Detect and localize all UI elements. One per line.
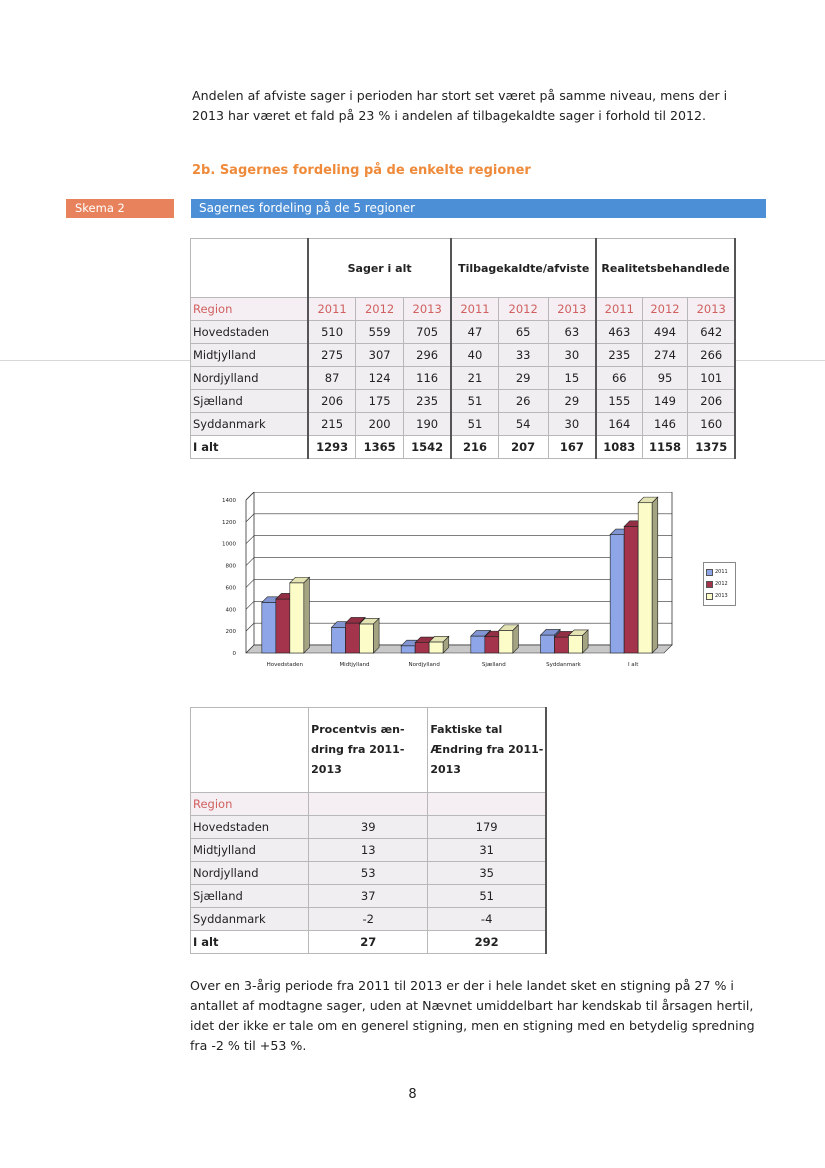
- legend-label: 2013: [715, 593, 728, 599]
- bar: [262, 602, 276, 653]
- table-row: [191, 321, 736, 344]
- header-line: Ændring fra 2011-: [430, 743, 544, 756]
- cell: 37: [309, 885, 428, 908]
- bar-side: [304, 577, 310, 653]
- cell: 463: [596, 321, 642, 344]
- region-name: Sjælland: [191, 390, 308, 413]
- bar: [401, 646, 415, 653]
- change-table: [190, 707, 547, 954]
- region-name: I alt: [191, 931, 309, 954]
- legend-item: [706, 566, 733, 578]
- chart-legend: [703, 562, 736, 606]
- cell: 179: [428, 816, 546, 839]
- legend-swatch: [706, 569, 713, 576]
- cell: 30: [548, 413, 596, 436]
- cell: 1375: [688, 436, 735, 459]
- bar-side: [652, 497, 658, 653]
- bar: [429, 642, 443, 653]
- year-header: 2011: [451, 298, 498, 321]
- y-tick-label: 1000: [222, 541, 236, 548]
- cell: 40: [451, 344, 498, 367]
- cell: 51: [428, 885, 546, 908]
- cell: 51: [451, 390, 498, 413]
- gridline-depth: [246, 536, 254, 544]
- cell: 149: [642, 390, 688, 413]
- y-tick-label: 600: [225, 585, 236, 592]
- cell: 235: [404, 390, 452, 413]
- bar: [346, 623, 360, 653]
- cell: 29: [498, 367, 548, 390]
- bar: [610, 535, 624, 653]
- table-row: [191, 839, 547, 862]
- region-name: Syddanmark: [191, 908, 309, 931]
- cell: 51: [451, 413, 498, 436]
- bar-chart: [218, 492, 738, 672]
- actual-change-header: [428, 708, 546, 793]
- bar: [541, 635, 555, 653]
- cell: 155: [596, 390, 642, 413]
- gridline-depth: [246, 558, 254, 566]
- cell: 216: [451, 436, 498, 459]
- bar: [360, 624, 374, 653]
- x-category-label: I alt: [627, 662, 639, 668]
- table-row: [191, 413, 736, 436]
- cell: 164: [596, 413, 642, 436]
- y-tick-label: 0: [232, 651, 236, 657]
- cell: 27: [309, 931, 428, 954]
- table-row: [191, 908, 547, 931]
- bar: [638, 503, 652, 653]
- cell: 559: [356, 321, 404, 344]
- gridline-depth: [246, 492, 254, 500]
- header-line: Procentvis æn-: [311, 723, 405, 736]
- cell: 296: [404, 344, 452, 367]
- cell: 206: [688, 390, 735, 413]
- x-category-label: Nordjylland: [408, 662, 440, 668]
- cell: 29: [548, 390, 596, 413]
- cell: 215: [308, 413, 356, 436]
- gridline-depth: [246, 579, 254, 587]
- region-name: Hovedstaden: [191, 321, 308, 344]
- cell: 101: [688, 367, 735, 390]
- region-name: Hovedstaden: [191, 816, 309, 839]
- legend-label: 2011: [715, 569, 728, 575]
- cell: 1542: [404, 436, 452, 459]
- y-tick-label: 400: [225, 607, 236, 614]
- cell: 175: [356, 390, 404, 413]
- year-header: 2011: [596, 298, 642, 321]
- cell: 35: [428, 862, 546, 885]
- region-name: Sjælland: [191, 885, 309, 908]
- region-name: Nordjylland: [191, 367, 308, 390]
- corner-cell: [191, 708, 309, 793]
- year-header: 2013: [548, 298, 596, 321]
- schema-title: Sagernes fordeling på de 5 regioner: [191, 199, 766, 218]
- region-name: Syddanmark: [191, 413, 308, 436]
- cell: 39: [309, 816, 428, 839]
- cell: 116: [404, 367, 452, 390]
- cell: 30: [548, 344, 596, 367]
- year-header: 2012: [356, 298, 404, 321]
- gridline-depth: [246, 623, 254, 631]
- y-tick-label: 1400: [222, 498, 236, 504]
- cell: 510: [308, 321, 356, 344]
- conclusion-paragraph: Over en 3-årig periode fra 2011 til 2013 er der i hele landet sket en stigning på 27 % i antallet af modtagne sager, uden at Nævnet umiddelbart har kendskab til årsagen hertil, idet der ikke er tale om en generel stigning, men en stigning med en betydelig spredning fra -2 % til +53 %.: [190, 978, 755, 1053]
- table-row: [191, 885, 547, 908]
- region-header: Region: [191, 298, 308, 321]
- group-header: Tilbagekaldte/afviste: [451, 239, 596, 298]
- legend-item: [706, 578, 733, 590]
- bar: [485, 637, 499, 653]
- chart-back-wall: [254, 492, 672, 645]
- region-name: Midtjylland: [191, 839, 309, 862]
- cell: 307: [356, 344, 404, 367]
- cell: 266: [688, 344, 735, 367]
- cell: 47: [451, 321, 498, 344]
- intro-paragraph: Andelen af afviste sager i perioden har stort set været på samme niveau, mens der i 2013 har været et fald på 23 % i andelen af tilbagekaldte sager i forhold til 2012.: [192, 88, 728, 123]
- page-number: 8: [408, 1087, 417, 1102]
- table-total-row: [191, 436, 736, 459]
- cell: 63: [548, 321, 596, 344]
- header-line: 2013: [430, 763, 461, 776]
- cell: 167: [548, 436, 596, 459]
- cell: 642: [688, 321, 735, 344]
- cell: 1083: [596, 436, 642, 459]
- cell: 54: [498, 413, 548, 436]
- cell: 15: [548, 367, 596, 390]
- section-heading: 2b. Sagernes fordeling på de enkelte regioner: [192, 163, 531, 178]
- cell: 1158: [642, 436, 688, 459]
- table-row: [191, 367, 736, 390]
- year-header: 2013: [688, 298, 735, 321]
- legend-swatch: [706, 593, 713, 600]
- table-total-row: [191, 931, 547, 954]
- cell: 274: [642, 344, 688, 367]
- group-header: Realitetsbehandlede: [596, 239, 735, 298]
- cell: 146: [642, 413, 688, 436]
- region-name: I alt: [191, 436, 308, 459]
- cell: 26: [498, 390, 548, 413]
- year-header: 2012: [498, 298, 548, 321]
- x-category-label: Midtjylland: [339, 662, 370, 668]
- cell: 190: [404, 413, 452, 436]
- cell: -4: [428, 908, 546, 931]
- legend-item: [706, 590, 733, 602]
- cell: 33: [498, 344, 548, 367]
- bar-side: [374, 618, 380, 653]
- cell: 292: [428, 931, 546, 954]
- region-name: Midtjylland: [191, 344, 308, 367]
- table-row: [191, 816, 547, 839]
- bar: [332, 627, 346, 653]
- cell: 1293: [308, 436, 356, 459]
- x-category-label: Hovedstaden: [266, 662, 304, 668]
- cell: 21: [451, 367, 498, 390]
- regions-table: [190, 238, 736, 459]
- cell: 31: [428, 839, 546, 862]
- bar: [569, 636, 583, 653]
- cell: 200: [356, 413, 404, 436]
- year-header: 2012: [642, 298, 688, 321]
- chart-floor: [246, 645, 672, 653]
- empty-cell: [428, 793, 546, 816]
- y-tick-label: 1200: [222, 519, 236, 526]
- cell: 160: [688, 413, 735, 436]
- y-tick-label: 800: [225, 563, 236, 570]
- cell: 207: [498, 436, 548, 459]
- cell: 87: [308, 367, 356, 390]
- header-line: 2013: [311, 763, 342, 776]
- y-tick-label: 200: [225, 629, 236, 636]
- bar: [415, 643, 429, 653]
- corner-cell: [191, 239, 308, 298]
- header-line: dring fra 2011-: [311, 743, 405, 756]
- cell: 95: [642, 367, 688, 390]
- bar: [276, 599, 290, 653]
- table-row: [191, 862, 547, 885]
- cell: 235: [596, 344, 642, 367]
- cell: 206: [308, 390, 356, 413]
- bar: [471, 636, 485, 653]
- bar: [499, 630, 513, 653]
- cell: 275: [308, 344, 356, 367]
- table-row: [191, 390, 736, 413]
- group-header: Sager i alt: [308, 239, 451, 298]
- region-header: Region: [191, 793, 309, 816]
- x-category-label: Syddanmark: [546, 662, 581, 668]
- legend-label: 2012: [715, 581, 728, 587]
- legend-swatch: [706, 581, 713, 588]
- cell: 124: [356, 367, 404, 390]
- table-row: [191, 344, 736, 367]
- bar: [624, 526, 638, 653]
- cell: 705: [404, 321, 452, 344]
- cell: 66: [596, 367, 642, 390]
- gridline-depth: [246, 601, 254, 609]
- cell: 65: [498, 321, 548, 344]
- region-name: Nordjylland: [191, 862, 309, 885]
- year-header: 2011: [308, 298, 356, 321]
- gridline-depth: [246, 514, 254, 522]
- year-header: 2013: [404, 298, 452, 321]
- x-category-label: Sjælland: [481, 662, 506, 668]
- cell: 53: [309, 862, 428, 885]
- bar: [555, 637, 569, 653]
- schema-label: Skema 2: [66, 199, 174, 218]
- percent-change-header: [309, 708, 428, 793]
- cell: 13: [309, 839, 428, 862]
- cell: 494: [642, 321, 688, 344]
- cell: 1365: [356, 436, 404, 459]
- cell: -2: [309, 908, 428, 931]
- empty-cell: [309, 793, 428, 816]
- bar: [290, 583, 304, 653]
- header-line: Faktiske tal: [430, 723, 503, 736]
